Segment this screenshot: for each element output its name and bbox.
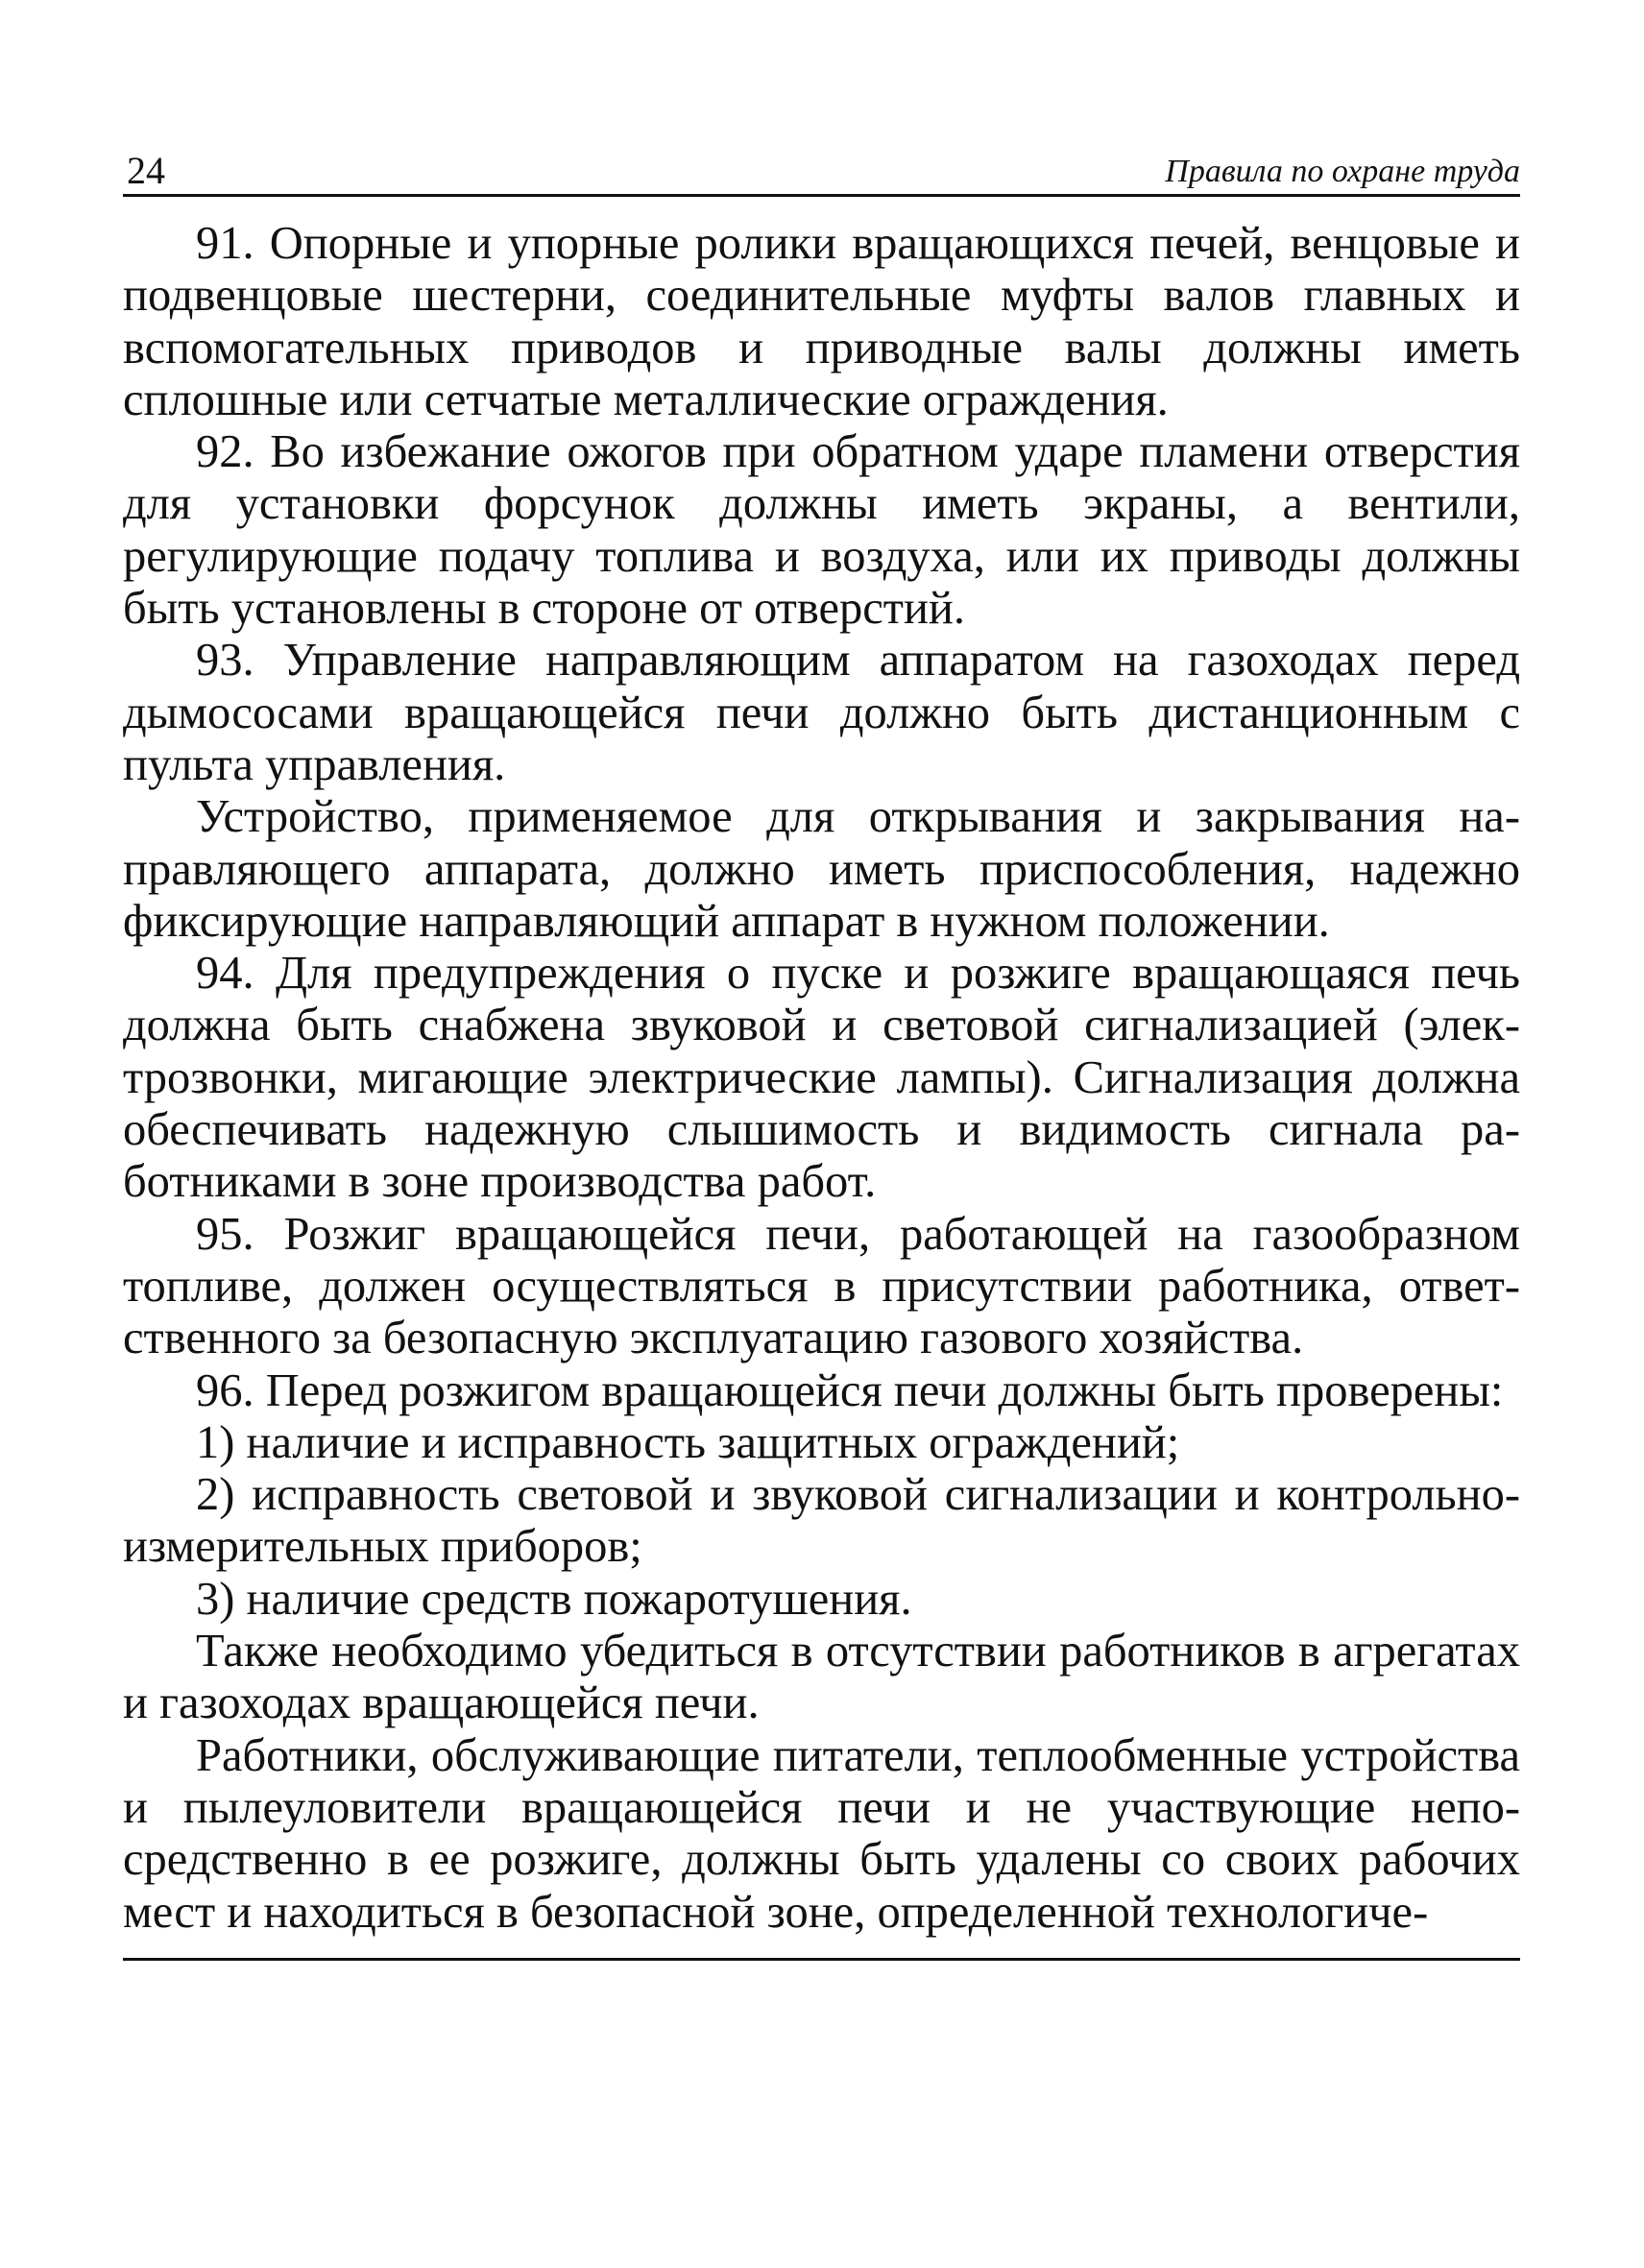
list-item-3: 3) наличие средств пожаротушения. (196, 1573, 912, 1625)
paragraph-96: 96. Перед розжигом вращающейся печи должны быть проверены: (196, 1364, 1504, 1416)
running-title: Правила по охране труда (1165, 154, 1520, 189)
bottom-rule (123, 1958, 1520, 1961)
running-header (123, 144, 1520, 197)
paragraph-91: 91. Опорные и упорные ролики вращающихся печей, венцовые и подвенцовые шестерни, соединительные муфты валов главных и вспомогательных приводов и приводные валы должны иметь сплошные или сетчатые металлические ограждения. (123, 218, 1520, 425)
list-item-2: 2) исправность световой и звуковой сигнализации и контрольно-измерительных приборов; (123, 1469, 1520, 1573)
paragraph-94: 94. Для предупреждения о пуске и розжиге вращающаяся печь должна быть снабжена звуковой и световой сигнализацией (электрозвонки, мигающие электрические лампы). Сигнализация должна обеспечивать надежную слышимость и видимость сигнала работниками в зоне производства работ. (123, 948, 1520, 1208)
paragraph-93-continuation: Устройство, применяемое для открывания и закрывания направляющего аппарата, должно иметь приспособления, надежно фиксирующие направляющий аппарат в нужном положении. (123, 791, 1520, 947)
paragraph-93: 93. Управление направляющим аппаратом на газоходах перед дымососами вращающейся печи должно быть дистанционным с пульта управления. (123, 635, 1520, 790)
body-text (123, 218, 1520, 1939)
paragraph-92: 92. Во избежание ожогов при обратном ударе пламени отверстия для установки форсунок должны иметь экраны, а вентили, регулирующие подачу топлива и воздуха, или их приводы должны быть установлены в стороне от отверстий. (123, 426, 1520, 635)
paragraph-96-workers: Работники, обслуживающие питатели, теплообменные устройства и пылеуловители вращающейся печи и не участвующие непосредственно в ее розжиге, должны быть удалены со своих рабочих мест и находиться в безопасной зоне, определенной технологиче- (123, 1729, 1520, 1938)
list-item-1: 1) наличие и исправность защитных ограждений; (196, 1416, 1180, 1468)
paragraph-95: 95. Розжиг вращающейся печи, работающей на газообразном топливе, должен осуществляться в присутствии работника, ответственного за безопасную эксплуатацию газового хозяйства. (123, 1208, 1520, 1364)
paragraph-96-note: Также необходимо убедиться в отсутствии работников в агрегатах и газоходах вращающейся печи. (123, 1626, 1520, 1729)
book-page (123, 144, 1520, 1961)
page-number: 24 (127, 149, 165, 192)
